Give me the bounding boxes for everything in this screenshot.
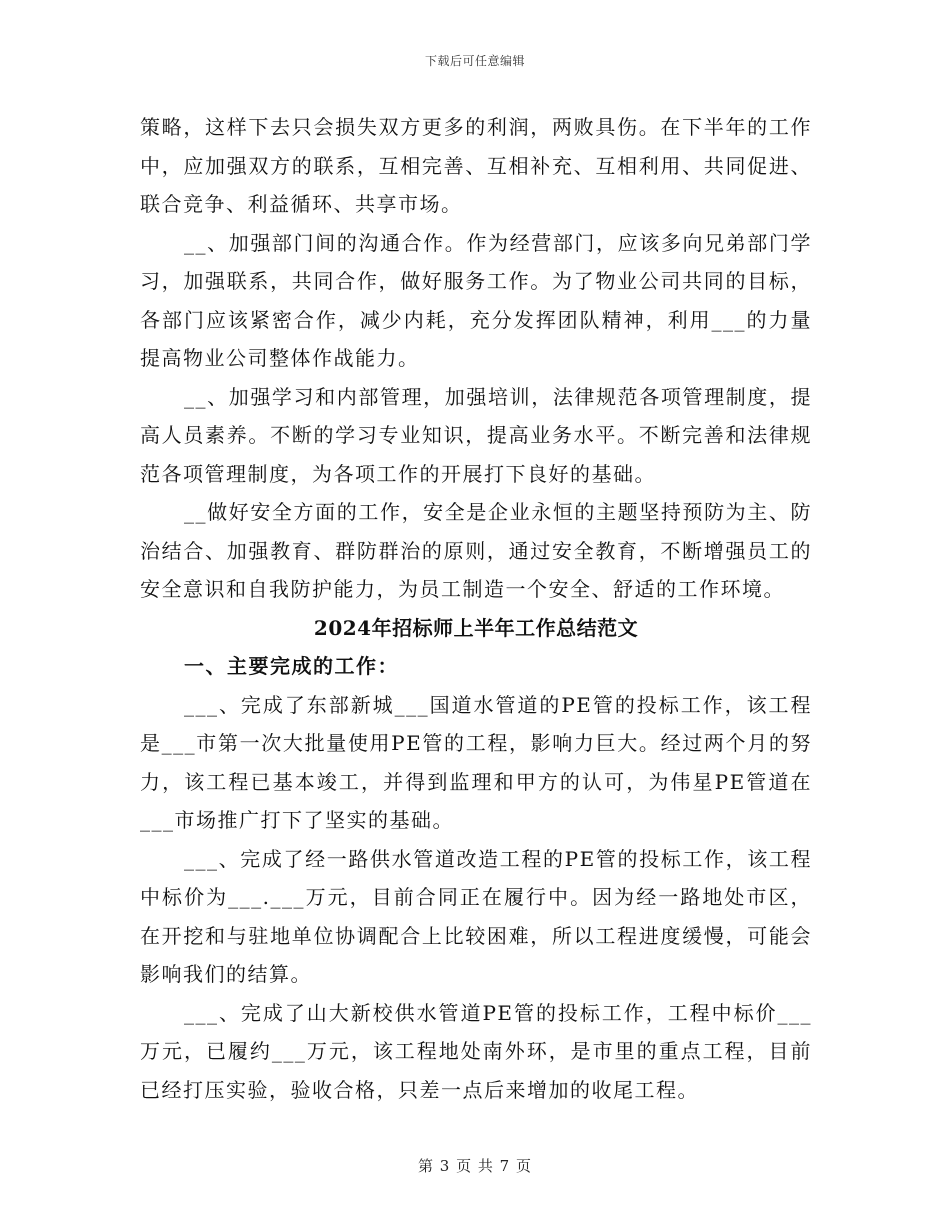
article-title: 2024年招标师上半年工作总结范文 xyxy=(313,615,639,640)
page-footer: 第 3 页 共 7 页 xyxy=(418,1157,532,1175)
page-header: 下载后可任意编辑 xyxy=(424,54,525,68)
paragraph-training: __、加强学习和内部管理，加强培训，法律规范各项管理制度，提高人员素养。不断的学习专业知识，提高业务水平。不断完善和法律规范各项管理制度，为各项工作的开展打下良好的基础。 xyxy=(140,384,812,486)
paragraph-continuation: 策略，这样下去只会损失双方更多的利润，两败具伤。在下半年的工作中，应加强双方的联系，互相完善、互相补充、互相利用、共同促进、联合竞争、利益循环、共享市场。 xyxy=(140,115,812,216)
paragraph-communication: __、加强部门间的沟通合作。作为经营部门，应该多向兄弟部门学习，加强联系，共同合作，做好服务工作。为了物业公司共同的目标，各部门应该紧密合作，减少内耗，充分发挥团队精神，利用___的力量提高物业公司整体作战能力。 xyxy=(140,230,812,370)
paragraph-work-item-1: ___、完成了东部新城___国道水管道的PE管的投标工作，该工程是___市第一次大批量使用PE管的工程，影响力巨大。经过两个月的努力，该工程已基本竣工，并得到监理和甲方的认可，为伟星PE管道在___市场推广打下了坚实的基础。 xyxy=(140,692,812,832)
paragraph-work-item-3: ___、完成了山大新校供水管道PE管的投标工作，工程中标价___万元，已履约___万元，该工程地处南外环，是市里的重点工程，目前已经打压实验，验收合格，只差一点后来增加的收尾工程。 xyxy=(140,1000,812,1102)
section-heading: 一、主要完成的工作： xyxy=(184,654,399,678)
document-body xyxy=(140,108,812,1109)
paragraph-work-item-2: ___、完成了经一路供水管道改造工程的PE管的投标工作，该工程中标价为___.___万元，目前合同正在履行中。因为经一路地处市区，在开挖和与驻地单位协调配合上比较困难，所以工程进度缓慢，可能会影响我们的结算。 xyxy=(140,846,812,986)
paragraph-safety: __做好安全方面的工作，安全是企业永恒的主题坚持预防为主、防治结合、加强教育、群防群治的原则，通过安全教育，不断增强员工的安全意识和自我防护能力，为员工制造一个安全、舒适的工作环境。 xyxy=(140,500,812,601)
